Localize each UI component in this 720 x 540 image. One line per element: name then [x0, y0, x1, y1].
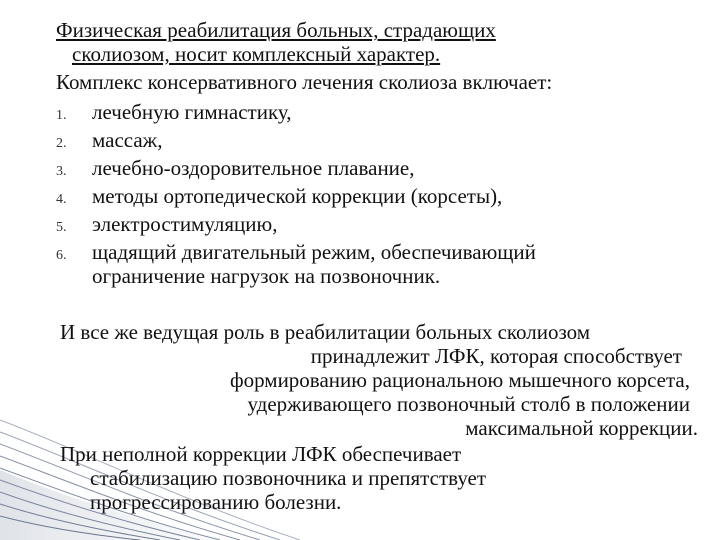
list-item-text: лечебную гимнастику,: [92, 100, 292, 124]
paragraph-1-line-5: максимальной коррекции.: [465, 416, 698, 440]
list-item-number: 6.: [56, 248, 67, 263]
paragraph-1-line-2: принадлежит ЛФК, которая способствует: [310, 344, 682, 368]
list-item-number: 4.: [56, 192, 67, 207]
paragraph-1-line-3: формированию рациональною мышечного корсета,: [229, 368, 690, 392]
paragraph-1-line-1: И все же ведущая роль в реабилитации больных сколиозом: [60, 320, 591, 344]
paragraph-2-line-1: При неполной коррекции ЛФК обеспечивает: [60, 442, 462, 466]
list-item-text: методы ортопедической коррекции (корсеты),: [92, 184, 503, 208]
list-item-continuation: ограничение нагрузок на позвоночник.: [92, 264, 441, 288]
intro-line-2: сколиозом, носит комплексный характер.: [72, 42, 441, 66]
list-item-number: 1.: [56, 108, 67, 123]
paragraph-2-line-3: прогрессированию болезни.: [90, 490, 342, 514]
list-item-text: массаж,: [92, 128, 163, 152]
paragraph-1-line-4: удерживающего позвоночный столб в положении: [247, 392, 690, 416]
list-item-number: 5.: [56, 220, 67, 235]
paragraph-2-line-2: стабилизацию позвоночника и препятствует: [90, 466, 487, 490]
intro-line-3: Комплекс консервативного лечения сколиоза включает:: [56, 70, 553, 94]
list-item-text: лечебно-оздоровительное плавание,: [92, 156, 415, 180]
list-item-number: 2.: [56, 136, 67, 151]
list-item-text: электростимуляцию,: [92, 212, 278, 236]
list-item-number: 3.: [56, 164, 67, 179]
intro-line-1: Физическая реабилитация больных, страдающих: [56, 18, 496, 42]
list-item-text: щадящий двигательный режим, обеспечивающий: [92, 240, 536, 264]
